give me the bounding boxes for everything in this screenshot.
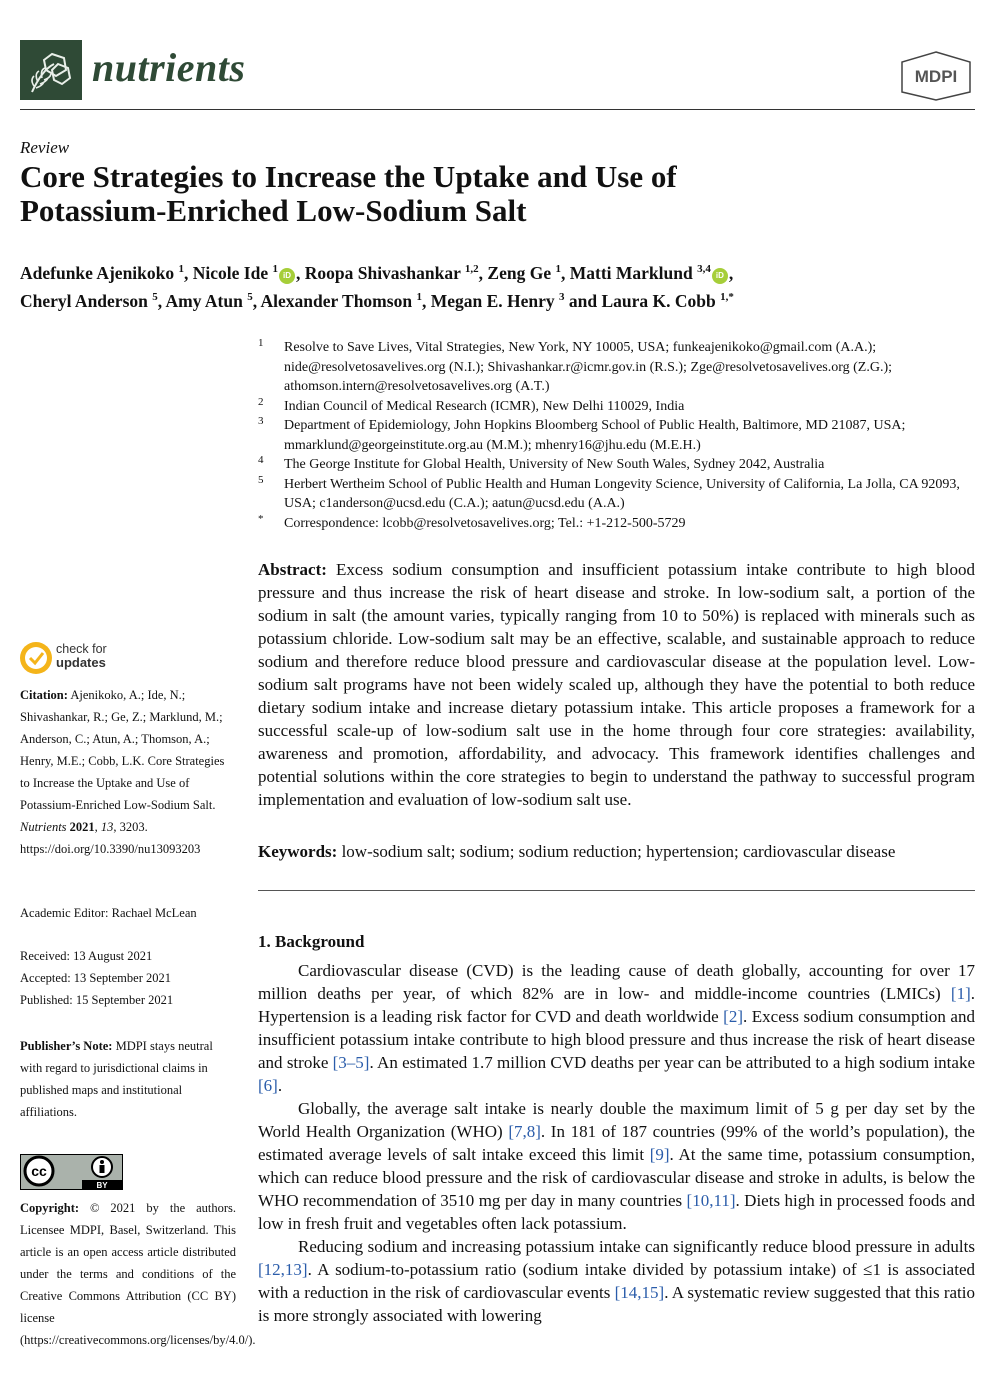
author-name: Megan E. Henry bbox=[430, 290, 555, 311]
paragraph-text: Globally, the average salt intake is nearly double the maximum limit of 5 g per day set by the World Health Organization (WHO) bbox=[258, 1099, 975, 1141]
mdpi-logo-icon bbox=[898, 50, 974, 102]
dates bbox=[20, 945, 236, 1011]
check-line-1: check for bbox=[56, 642, 107, 656]
author-affiliation-mark: 5 bbox=[152, 290, 158, 303]
title-line-2: Potassium-Enriched Low-Sodium Salt bbox=[20, 193, 527, 228]
citation-text: Ajenikoko, A.; Ide, N.; Shivashankar, R.; Ge, Z.; Marklund, M.; Anderson, C.; Atun, A.; Thomson, A.; Henry, M.E.; Cobb, L.K. Core Strategies to Increase the Uptake and Use of Potassium-Enriched Low-Sodium Salt. bbox=[20, 688, 225, 812]
copyright-text: © 2021 by the authors. Licensee MDPI, Basel, Switzerland. This article is an open access article distributed under the terms and conditions of the Creative Commons Attribution (CC BY) license (https://creativecommons.org/licenses/by/4.0/). bbox=[20, 1201, 256, 1347]
publisher-note-text: MDPI stays neutral with regard to jurisdictional claims in published maps and institutional affiliations. bbox=[20, 1039, 213, 1119]
author-name: Laura K. Cobb bbox=[601, 290, 716, 311]
paragraph-text: . Diets high in processed foods and low in fresh fruit and vegetables often lack potassium. bbox=[258, 1191, 975, 1233]
reference-link[interactable]: [10,11] bbox=[686, 1191, 736, 1210]
check-line-2: updates bbox=[56, 655, 106, 670]
copyright bbox=[20, 1197, 256, 1351]
reference-link[interactable]: [3–5] bbox=[332, 1053, 370, 1072]
affiliation-number: 5 bbox=[258, 473, 264, 486]
publisher-note bbox=[20, 1035, 236, 1123]
published-date: Published: 15 September 2021 bbox=[20, 993, 174, 1007]
citation-year: 2021 bbox=[69, 820, 95, 834]
reference-link[interactable]: [14,15] bbox=[614, 1283, 665, 1302]
citation-volume: 13 bbox=[100, 820, 114, 834]
cc-by-license-icon[interactable] bbox=[20, 1154, 123, 1190]
citation-label: Citation: bbox=[20, 688, 68, 702]
paragraph-text: Cardiovascular disease (CVD) is the leading cause of death globally, accounting for over 17 million deaths per year, of which 82% are in low- and middle-income countries (LMICs) bbox=[258, 961, 975, 1003]
author-list: Adefunke Ajenikoko $^1$, Nicole Ide $^1$iD , Roopa Shivashankar $^{1,2}$, Zeng Ge $^1$, Matti Marklund $^{3,4}$iD , Cheryl Anderson $^5$, Amy Atun $^5$, Alexander Thomson $^1$, Megan E. Henry $^3$ and Laura K. Cobb $^{1,*}$ bbox=[20, 262, 734, 311]
author-name: Adefunke Ajenikoko bbox=[20, 262, 175, 283]
affiliation-item bbox=[258, 416, 978, 455]
affiliation-item bbox=[258, 397, 978, 417]
reference-link[interactable]: [7,8] bbox=[508, 1122, 541, 1141]
author-name: Alexander Thomson bbox=[260, 290, 413, 311]
header-divider bbox=[20, 109, 975, 110]
paragraph-text: . In 181 of 187 countries (99% of the world’s population), the estimated average levels of salt intake exceed this limit bbox=[258, 1122, 975, 1164]
publisher-name: MDPI bbox=[914, 67, 958, 86]
citation: Citation: Ajenikoko, A.; Ide, N.; Shivashankar, R.; Ge, Z.; Marklund, M.; Anderson, C.; Atun, A.; Thomson, A.; Henry, M.E.; Cobb, L.K. Core Strategies to Increase the Uptake and Use of Potassium-Enriched Low-Sodium Salt. Nutrients 2021, 13, 3203. https://doi.org/10.3390/nu13093203 bbox=[20, 688, 225, 856]
author-affiliation-mark: 1 bbox=[272, 263, 278, 275]
keywords-label: Keywords: bbox=[258, 842, 338, 861]
affiliation-number: 4 bbox=[258, 454, 264, 466]
copyright-label: Copyright: bbox=[20, 1201, 80, 1215]
author-affiliation-mark: 1 bbox=[178, 263, 185, 275]
author-name: Zeng Ge bbox=[487, 262, 552, 283]
accepted-date: Accepted: 13 September 2021 bbox=[20, 971, 171, 985]
affiliation-text: Indian Council of Medical Research (ICMR), New Delhi 110029, India bbox=[284, 398, 685, 414]
journal-name: nutrients bbox=[92, 45, 246, 90]
section-divider bbox=[258, 890, 975, 891]
author-affiliation-mark: 1,* bbox=[720, 290, 734, 303]
author-conjunction: and bbox=[568, 290, 598, 311]
affiliation-number: * bbox=[258, 512, 264, 525]
affiliation-text: Resolve to Save Lives, Vital Strategies, New York, NY 10005, USA; funkeajenikoko@gmail.com (A.A.); nide@resolvetosavelives.org (N.I.); Shivashankar.r@icmr.gov.in (R.S.); Zge@resolvetosavelives.org (Z.G.); athomson.intern@resolvetosavelives.org (A.T.) bbox=[284, 340, 893, 394]
author-affiliation-mark: 1,2 bbox=[464, 263, 479, 275]
affiliation-number: 1 bbox=[258, 337, 264, 349]
affiliation-number: 2 bbox=[258, 395, 264, 408]
paragraph-text: . At the same time, potassium consumption, which can reduce blood pressure and the risk of cardiovascular disease and stroke in adults, is below the WHO recommendation of 3510 mg per day in many countries bbox=[258, 1145, 975, 1210]
article-type: Review bbox=[20, 138, 70, 157]
orcid-icon[interactable]: iD bbox=[279, 268, 295, 284]
author-affiliation-mark: 3 bbox=[559, 290, 565, 303]
affiliation-text: Department of Epidemiology, John Hopkins Bloomberg School of Public Health, Baltimore, MD 21087, USA; mmarklund@georgeinstitute.org.au (M.M.); mhenry16@jhu.edu (M.E.H.) bbox=[284, 418, 906, 453]
paragraph-text: . An estimated 1.7 million CVD deaths per year can be attributed to a high sodium intake bbox=[369, 1053, 975, 1072]
affiliation-text: The George Institute for Global Health, University of New South Wales, Sydney 2042, Australia bbox=[284, 457, 825, 472]
paragraph-text: Reducing sodium and increasing potassium intake can significantly reduce blood pressure in adults bbox=[298, 1237, 975, 1256]
affiliation-number: 3 bbox=[258, 415, 264, 427]
affiliation-item bbox=[258, 338, 978, 397]
author-affiliation-mark: 3,4 bbox=[697, 263, 711, 275]
affiliation-item bbox=[258, 475, 978, 514]
abstract-label: Abstract: bbox=[258, 560, 327, 579]
author-name: Cheryl Anderson bbox=[20, 290, 148, 311]
journal-logo-icon bbox=[20, 40, 82, 100]
article-title bbox=[20, 160, 980, 228]
background-section bbox=[258, 959, 975, 1327]
author-affiliation-mark: 1 bbox=[555, 263, 561, 275]
reference-link[interactable]: [2] bbox=[723, 1007, 743, 1026]
affiliation-text: Correspondence: lcobb@resolvetosavelives.org; Tel.: +1-212-500-5729 bbox=[284, 515, 686, 531]
reference-link[interactable]: [1] bbox=[950, 984, 971, 1003]
author-affiliation-mark: 1 bbox=[416, 290, 422, 303]
author-name: Matti Marklund bbox=[569, 262, 693, 283]
publisher-note-label: Publisher’s Note: bbox=[20, 1039, 113, 1053]
affiliation-item bbox=[258, 455, 978, 475]
author-name: Nicole Ide bbox=[192, 262, 269, 283]
paragraph-text: . Hypertension is a leading risk factor for CVD and death worldwide bbox=[258, 984, 975, 1026]
affiliation-item bbox=[258, 514, 978, 534]
paragraph-text: . bbox=[277, 1076, 283, 1095]
author-name: Roopa Shivashankar bbox=[304, 262, 461, 283]
keywords-text: low-sodium salt; sodium; sodium reduction; hypertension; cardiovascular disease bbox=[341, 842, 896, 861]
affiliations bbox=[258, 338, 978, 533]
abstract bbox=[258, 558, 975, 811]
title-line-1: Core Strategies to Increase the Uptake and Use of bbox=[20, 159, 677, 194]
paragraph-text: . A sodium-to-potassium ratio (sodium intake divided by potassium intake) of ≤1 is associated with a reduction in the risk of cardiovascular events bbox=[258, 1260, 975, 1302]
keywords bbox=[258, 840, 975, 863]
paragraph-text: . Excess sodium consumption and insufficient potassium intake contribute to high blood pressure and thus increase the risk of heart disease and stroke bbox=[258, 1007, 975, 1072]
by-label: BY bbox=[96, 1181, 108, 1190]
reference-link[interactable]: [6] bbox=[258, 1076, 278, 1095]
orcid-icon[interactable]: iD bbox=[712, 268, 728, 284]
received-date: Received: 13 August 2021 bbox=[20, 949, 153, 963]
reference-link[interactable]: [12,13] bbox=[258, 1260, 308, 1279]
author-affiliation-mark: 5 bbox=[247, 290, 253, 303]
academic-editor: Academic Editor: Rachael McLean bbox=[20, 906, 197, 920]
affiliation-text: Herbert Wertheim School of Public Health and Human Longevity Science, University of California, La Jolla, CA 92093, USA; c1anderson@ucsd.edu (C.A.); aatun@ucsd.edu (A.A.) bbox=[284, 476, 960, 511]
reference-link[interactable]: [9] bbox=[649, 1145, 670, 1164]
body-paragraph bbox=[258, 959, 975, 1097]
section-heading: 1. Background bbox=[258, 932, 365, 951]
check-badge-icon bbox=[20, 642, 52, 674]
abstract-text: Excess sodium consumption and insufficient potassium intake contribute to high blood pressure and thus increase the risk of heart disease and stroke. In low-sodium salt, a portion of the sodium in salt (the amount varies, typically ranging from 10 to 50%) is replaced with minerals such as potassium chloride. Low-sodium salt may be an effective, scalable, and sustainable approach to reduce sodium and therefore reduce blood pressure and cardiovascular disease at the population level. Low-sodium salt programs have not been widely scaled up, although they have the potential to both reduce dietary sodium intake and increase dietary potassium intake. This article proposes a framework for a successful scale-up of low-sodium salt use in the home through four core strategies: availability, awareness and promotion, affordability, and advocacy. This framework identifies challenges and potential solutions within the core strategies to begin to understand the pathway to successful program implementation and evaluation of low-sodium salt use. bbox=[258, 560, 976, 809]
check-for-updates-button[interactable] bbox=[20, 640, 220, 676]
body-paragraph bbox=[258, 1097, 975, 1235]
citation-doi[interactable]: , 3203. https://doi.org/10.3390/nu13093203 bbox=[20, 820, 201, 856]
body-paragraph bbox=[258, 1235, 975, 1327]
cc-label: cc bbox=[31, 1163, 47, 1179]
paragraph-text: . A systematic review suggested that this ratio is more strongly associated with lowering bbox=[258, 1283, 975, 1325]
citation-journal: Nutrients bbox=[20, 820, 67, 834]
author-name: Amy Atun bbox=[165, 290, 243, 311]
